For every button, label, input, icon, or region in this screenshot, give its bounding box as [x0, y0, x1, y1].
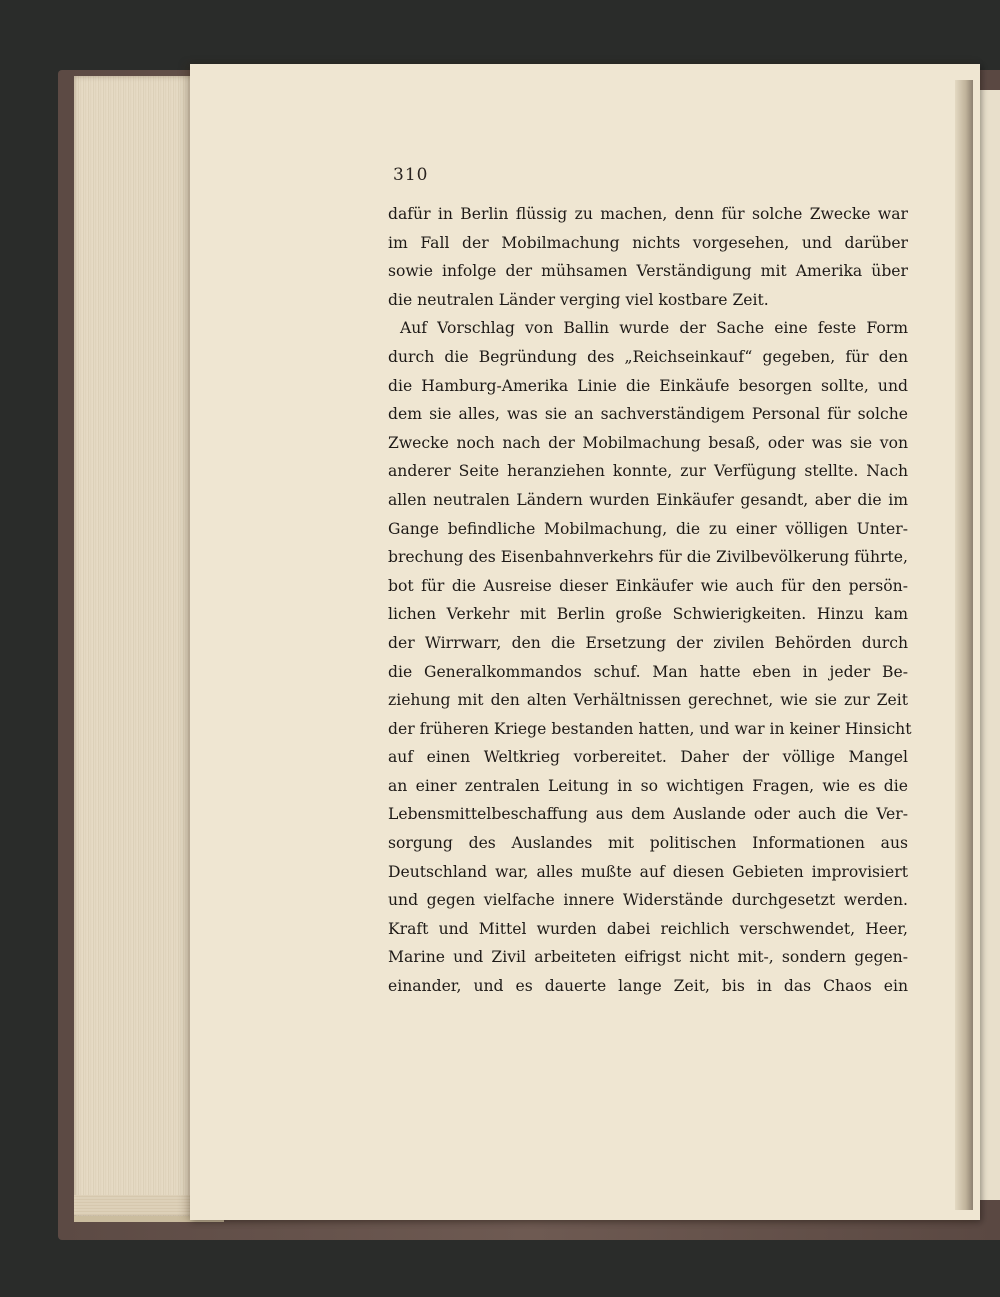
- text-line: die Generalkommandos schuf. Man hatte eben in jeder Be-: [388, 662, 908, 681]
- text-line: Zwecke noch nach der Mobilmachung besaß, oder was sie von: [388, 433, 908, 452]
- text-line: sorgung des Auslandes mit politischen Informationen aus: [388, 834, 908, 853]
- text-line: der früheren Kriege bestanden hatten, und war in keiner Hinsicht: [388, 719, 912, 738]
- text-line: die neutralen Länder verging viel kostbare Zeit.: [388, 290, 769, 309]
- text-line: und gegen vielfache innere Widerstände durchgesetzt werden.: [388, 891, 908, 910]
- text-line: Lebensmittelbeschaffung aus dem Auslande oder auch die Ver-: [388, 805, 908, 824]
- text-line: Deutschland war, alles mußte auf diesen Gebieten improvisiert: [388, 862, 908, 881]
- text-line: einander, und es dauerte lange Zeit, bis in das Chaos ein: [388, 977, 908, 996]
- text-line: die Hamburg-Amerika Linie die Einkäufe besorgen sollte, und: [388, 376, 908, 395]
- text-line: Kraft und Mittel wurden dabei reichlich verschwendet, Heer,: [388, 919, 908, 938]
- text-line: lichen Verkehr mit Berlin große Schwierigkeiten. Hinzu kam: [388, 605, 908, 624]
- text-line: Auf Vorschlag von Ballin wurde der Sache eine feste Form: [400, 319, 908, 338]
- body-text: [388, 200, 912, 1001]
- text-line: der Wirrwarr, den die Ersetzung der zivilen Behörden durch: [388, 633, 908, 652]
- text-line: an einer zentralen Leitung in so wichtigen Fragen, wie es die: [388, 776, 908, 795]
- text-line: auf einen Weltkrieg vorbereitet. Daher der völlige Mangel: [388, 748, 908, 767]
- text-line: allen neutralen Ländern wurden Einkäufer gesandt, aber die im: [388, 490, 908, 509]
- text-line: anderer Seite heranziehen konnte, zur Verfügung stellte. Nach: [388, 462, 908, 481]
- text-line: durch die Begründung des „Reichseinkauf“ gegeben, für den: [388, 347, 908, 366]
- text-line: sowie infolge der mühsamen Verständigung mit Amerika über: [388, 262, 908, 281]
- page-number: 310: [393, 165, 429, 185]
- text-line: im Fall der Mobilmachung nichts vorgesehen, und darüber: [388, 233, 908, 252]
- text-line: bot für die Ausreise dieser Einkäufer wie auch für den persön-: [388, 576, 908, 595]
- text-line: ziehung mit den alten Verhältnissen gerechnet, wie sie zur Zeit: [388, 691, 908, 710]
- text-line: dafür in Berlin flüssig zu machen, denn für solche Zwecke war: [388, 205, 908, 223]
- text-line: dem sie alles, was sie an sachverständigem Personal für solche: [388, 405, 908, 424]
- page-gutter: [955, 80, 973, 1210]
- text-line: Gange befindliche Mobilmachung, die zu einer völligen Unter-: [388, 519, 908, 538]
- text-line: brechung des Eisenbahnverkehrs für die Zivilbevölkerung führte,: [388, 548, 908, 567]
- text-line: Marine und Zivil arbeiteten eifrigst nicht mit-, sondern gegen-: [388, 948, 908, 967]
